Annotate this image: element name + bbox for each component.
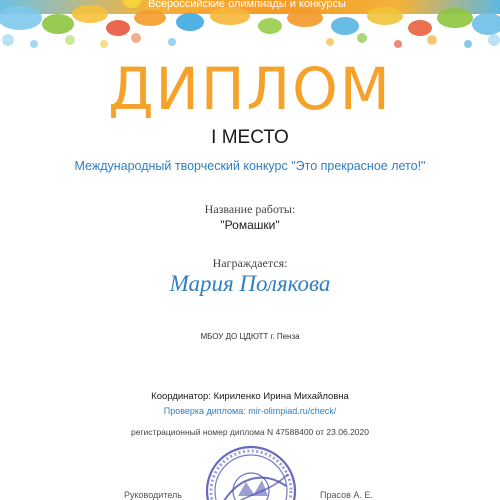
coordinator: Координатор: Кириленко Ирина Михайловна <box>151 391 349 402</box>
work-label: Название работы: <box>204 202 296 216</box>
official-seal-icon <box>204 444 298 500</box>
header-organization: Всероссийские олимпиады и конкурсы <box>148 0 346 10</box>
director-name: Прасов А. Е. <box>320 490 373 500</box>
contest-name: Международный творческий конкурс "Это прекрасное лето!" <box>74 159 426 173</box>
registration-number: регистрационный номер диплома N 47588400 от 23.06.2020 <box>131 427 369 437</box>
recipient-name: Мария Полякова <box>169 271 331 296</box>
award-label: Награждается: <box>212 256 288 270</box>
diploma-title: ДИПЛОМ <box>108 55 392 123</box>
header-handprints-banner <box>0 0 500 62</box>
verify-link[interactable]: Проверка диплома: mir-olimpiad.ru/check/ <box>163 406 337 416</box>
work-title: "Ромашки" <box>220 218 280 232</box>
school-name: МБОУ ДО ЦДЮТТ г. Пенза <box>200 332 300 341</box>
diploma-place: I МЕСТО <box>211 127 289 148</box>
director-label: Руководитель <box>124 490 182 500</box>
